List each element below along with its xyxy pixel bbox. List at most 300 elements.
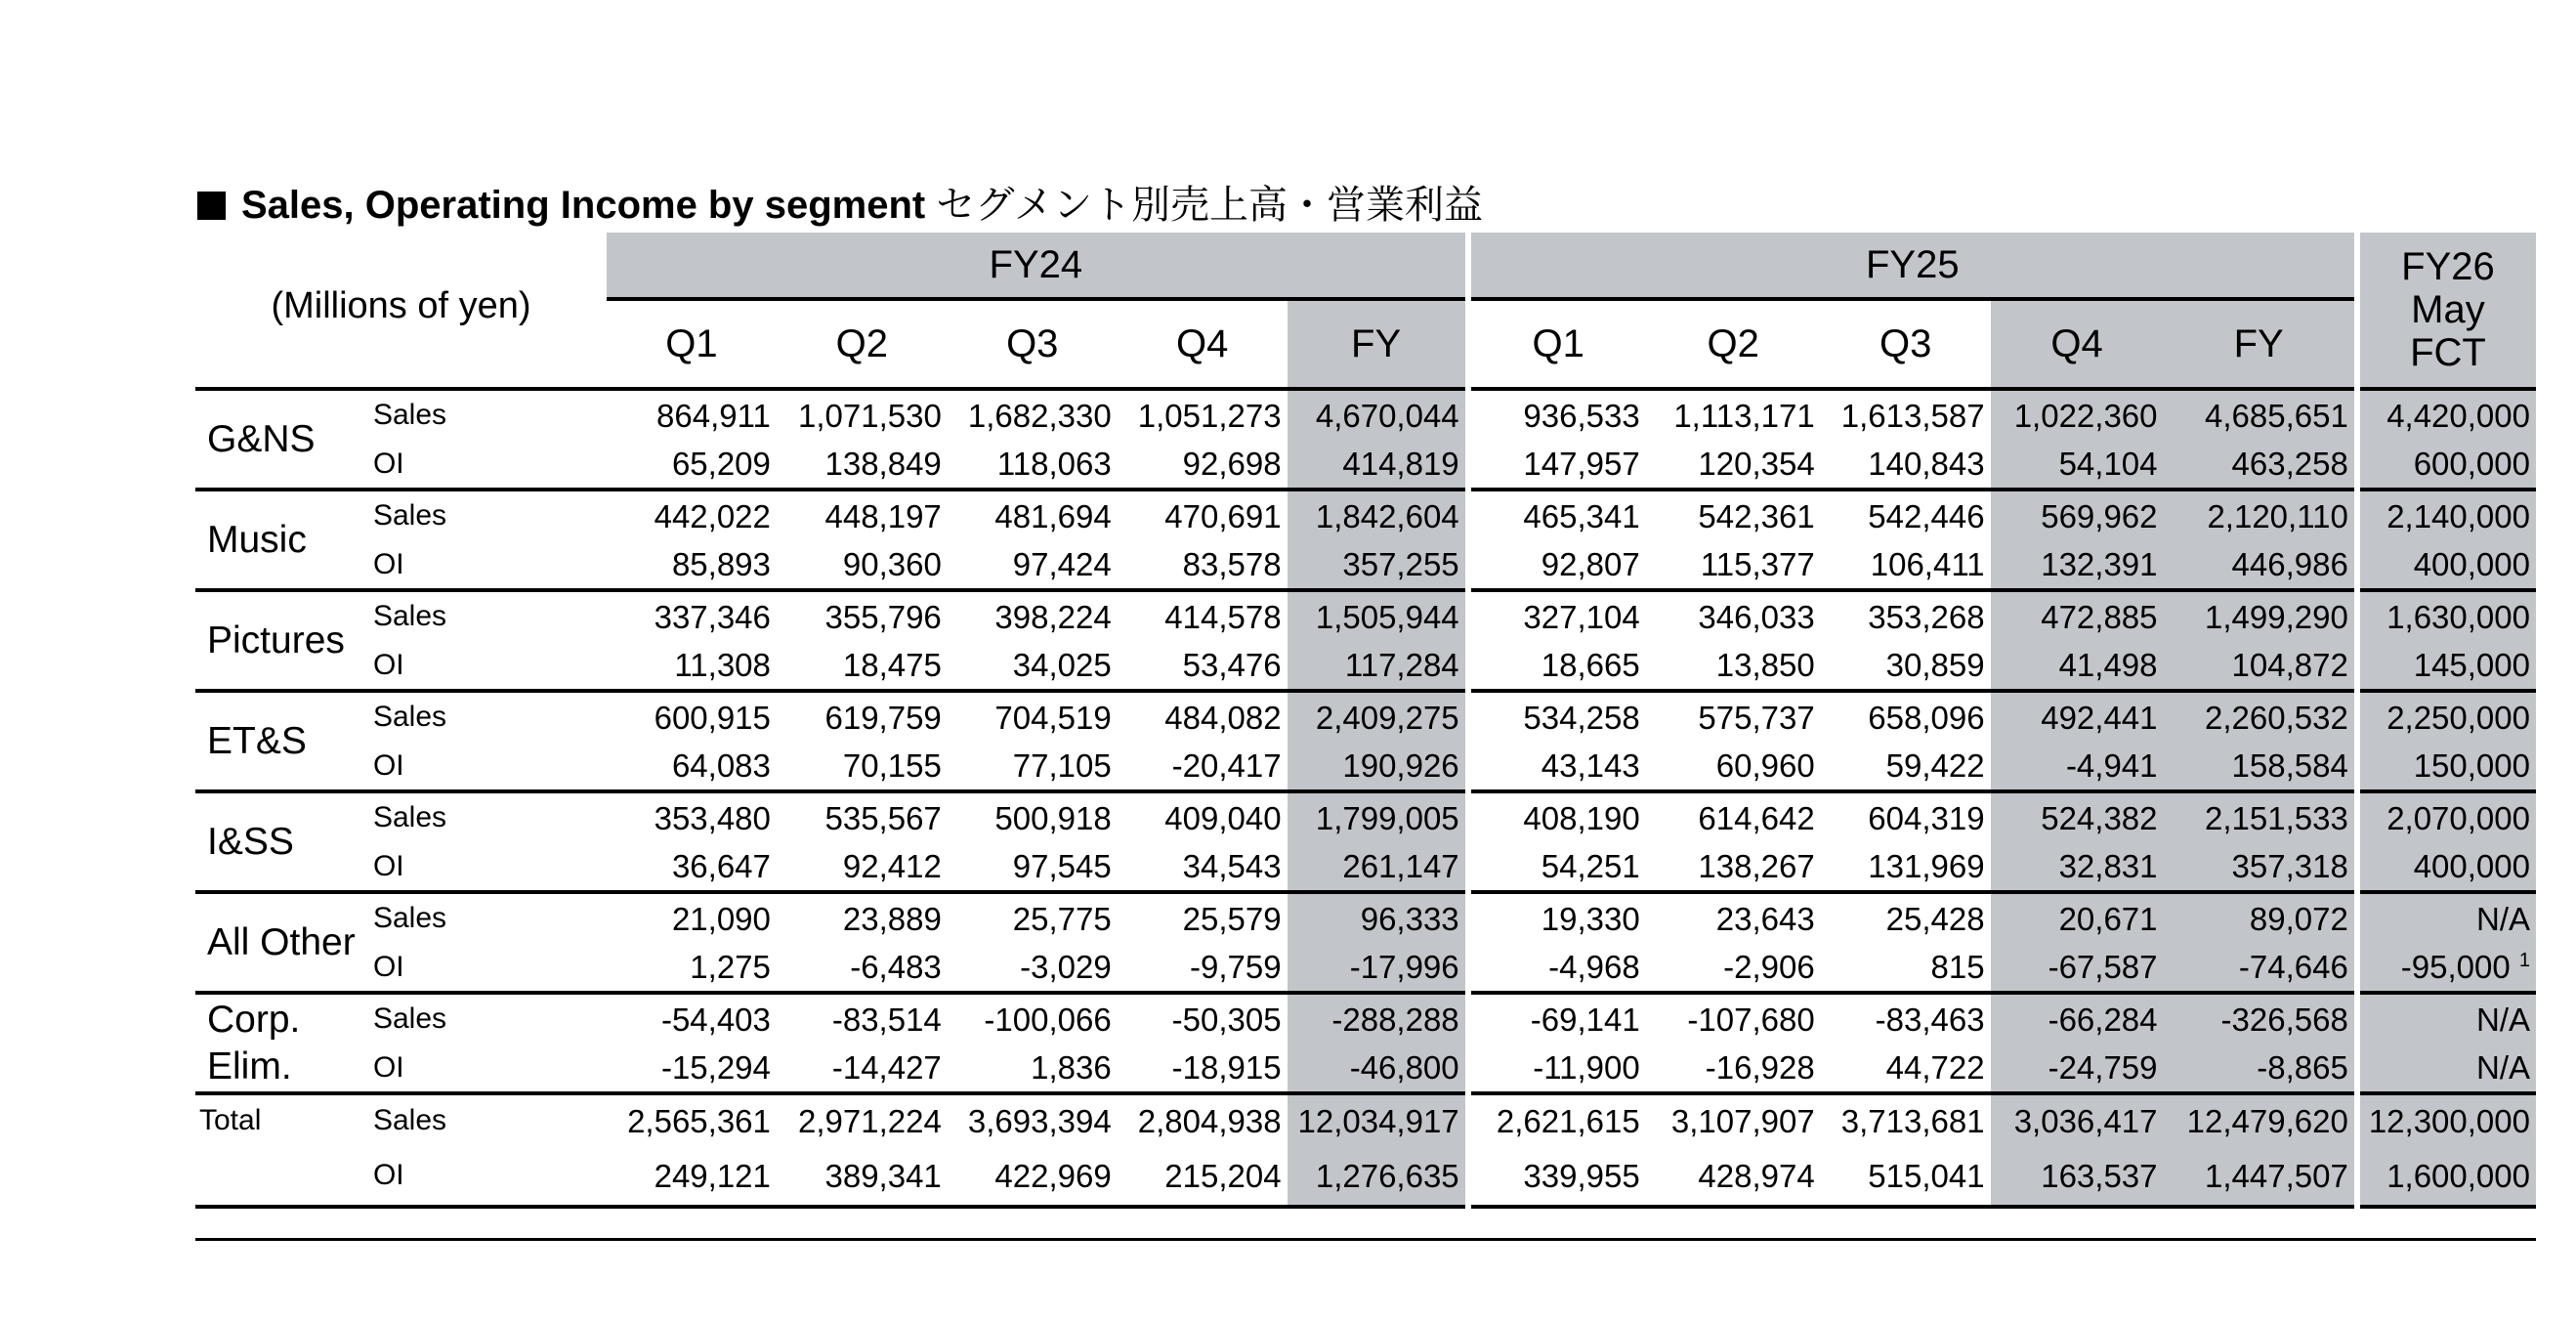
value: 54,104 [2058,446,2158,482]
value: 414,578 [1164,598,1282,635]
metric-sales: Sales [369,993,607,1044]
cell-sales-fy25-q4 [1991,691,2164,742]
col-header-fy24-q3: Q3 [1006,322,1059,365]
cell-sales-fy24-q2 [777,1093,948,1146]
segment-name-line: Pictures [207,618,345,661]
value: 249,121 [654,1157,771,1194]
page-title [197,174,1483,230]
cell-sales-fy25-q1 [1471,490,1646,540]
cell-sales-fy24-q2 [777,691,948,742]
cell-sales-fy24-fy [1288,490,1465,540]
cell-oi-fy24-q4 [1118,742,1288,791]
cell-sales-fy25-q2 [1646,389,1821,440]
value: 3,693,394 [967,1102,1112,1139]
cell-oi-fy24-fy [1288,641,1465,691]
cell-sales-fy26-fct [2360,791,2536,842]
value: 97,545 [1012,848,1112,884]
value: 355,796 [824,598,942,635]
value: 25,775 [1012,900,1112,937]
value: 2,151,533 [2205,799,2348,836]
value: 65,209 [671,446,771,482]
value: 481,694 [994,497,1112,534]
segment-name [195,791,369,892]
value: 1,276,635 [1315,1157,1459,1194]
value: 4,420,000 [2386,397,2530,434]
col-header-fy25-q2: Q2 [1707,322,1759,365]
cell-oi-fy24-q3 [948,943,1118,993]
segment-name [195,490,369,590]
value: 500,918 [994,799,1112,836]
value: 20,671 [2058,900,2158,937]
value: -8,865 [2257,1049,2348,1086]
value: -326,568 [2220,1001,2348,1038]
cell-oi-fy26-fct [2360,842,2536,892]
value: 1,275 [690,949,771,985]
segment-name [195,590,369,691]
cell-oi-fy24-fy [1288,742,1465,791]
value: 346,033 [1698,598,1815,635]
value: 1,836 [1031,1049,1112,1086]
cell-oi-fy24-q3 [948,742,1118,791]
cell-oi-fy24-q3 [948,842,1118,892]
cell-sales-fy25-q2 [1646,791,1821,842]
cell-sales-fy25-q3 [1821,993,1991,1044]
value: 96,333 [1360,900,1459,937]
value: 658,096 [1868,699,1985,736]
segment-name [195,691,369,791]
cell-sales-fy25-q1 [1471,389,1646,440]
cell-oi-fy25-q3 [1821,842,1991,892]
cell-sales-fy25-fy [2164,993,2354,1044]
value: 34,025 [1012,647,1112,683]
cell-oi-fy24-q2 [777,742,948,791]
metric-sales: Sales [369,490,607,540]
table-row [195,641,2536,691]
value: 569,962 [2041,497,2158,534]
value: -67,587 [2048,949,2158,985]
value: 1,113,171 [1673,397,1815,434]
metric-oi: OI [372,950,404,983]
value: 131,969 [1868,848,1985,884]
value: 2,971,224 [797,1102,942,1139]
value: 1,842,604 [1315,497,1459,534]
value: -24,759 [2048,1049,2158,1086]
cell-oi-fy24-q2 [777,1044,948,1093]
value: N/A [2475,900,2530,937]
cell-oi-fy26-fct [2360,1044,2536,1093]
cell-oi-fy24-fy [1288,540,1465,590]
group-fy24: FY24 [607,233,1465,299]
metric-sales: Sales [369,691,607,742]
cell-oi-fy25-q4 [1991,742,2164,791]
value: 85,893 [671,546,771,582]
total-label: Total [195,1093,369,1146]
value: 12,034,917 [1297,1102,1459,1139]
cell-oi-fy25-q3 [1821,1044,1991,1093]
value: 864,911 [656,397,771,434]
value: 3,107,907 [1670,1102,1815,1139]
cell-sales-fy24-q3 [948,490,1118,540]
cell-sales-fy25-q3 [1821,892,1991,943]
cell-oi-fy25-q1 [1471,943,1646,993]
value: 44,722 [1885,1049,1985,1086]
cell-sales-fy26-fct [2360,1093,2536,1146]
cell-sales-fy24-q1 [607,389,777,440]
value: -2,906 [1723,949,1815,985]
value: 604,319 [1868,799,1985,836]
col-header-fy25-q3: Q3 [1879,322,1932,365]
cell-sales-fy25-q4 [1991,1093,2164,1146]
segment-name-line: Music [207,518,307,561]
value: 2,565,361 [627,1102,771,1139]
cell-oi-fy24-q1 [607,1146,777,1207]
cell-oi-fy24-fy [1288,1146,1465,1207]
table-row [195,389,2536,440]
cell-sales-fy25-q1 [1471,892,1646,943]
cell-oi-fy24-q2 [777,540,948,590]
cell-oi-fy25-q2 [1646,540,1821,590]
value: 92,698 [1182,446,1282,482]
cell-sales-fy24-q4 [1118,490,1288,540]
table-row [195,691,2536,742]
cell-sales-fy25-q3 [1821,389,1991,440]
value: 357,318 [2231,848,2348,884]
value: 2,409,275 [1315,699,1459,736]
cell-sales-fy24-q3 [948,993,1118,1044]
value: 4,670,044 [1315,397,1459,434]
value: -69,141 [1530,1001,1640,1038]
segment-name-line: ET&S [207,719,307,762]
cell-oi-fy25-q4 [1991,943,2164,993]
cell-sales-fy24-q2 [777,892,948,943]
header-row-groups [195,233,2536,299]
cell-oi-fy25-q4 [1991,641,2164,691]
col-header-fy24-q1: Q1 [665,322,718,365]
cell-sales-fy24-q1 [607,691,777,742]
cell-oi-fy25-q3 [1821,440,1991,490]
value: 2,250,000 [2386,699,2530,736]
col-header-fy24-fy: FY [1288,299,1465,389]
cell-sales-fy24-q2 [777,993,948,1044]
col-header-fy25-fy: FY [2164,299,2354,389]
cell-oi-fy25-q1 [1471,1146,1646,1207]
value: 132,391 [2041,546,2158,582]
value: 92,807 [1541,546,1640,582]
value: 339,955 [1523,1157,1640,1194]
cell-oi-fy25-q3 [1821,943,1991,993]
cell-sales-fy24-q4 [1118,590,1288,641]
cell-oi-fy24-q4 [1118,842,1288,892]
cell-oi-fy25-q2 [1646,1044,1821,1093]
cell-oi-fy25-q4 [1991,440,2164,490]
cell-sales-fy25-fy [2164,892,2354,943]
value: 4,685,651 [2205,397,2348,434]
cell-oi-fy24-q2 [777,842,948,892]
value: N/A [2475,1049,2530,1086]
cell-oi-fy25-q1 [1471,842,1646,892]
cell-oi-fy24-fy [1288,842,1465,892]
cell-sales-fy25-q3 [1821,791,1991,842]
value: 138,849 [824,446,942,482]
col-header-fy24-q2: Q2 [835,322,889,365]
cell-sales-fy25-q4 [1991,791,2164,842]
cell-sales-fy25-q2 [1646,892,1821,943]
segment-table [195,233,2536,1209]
value: 34,543 [1182,848,1282,884]
cell-sales-fy26-fct [2360,993,2536,1044]
value: 60,960 [1715,747,1815,784]
cell-oi-fy25-q4 [1991,842,2164,892]
footnote-marker: 1 [2518,950,2530,971]
table-row [195,440,2536,490]
value: 36,647 [671,848,771,884]
cell-sales-fy25-fy [2164,1093,2354,1146]
value: 408,190 [1523,799,1640,836]
cell-sales-fy25-q2 [1646,590,1821,641]
cell-oi-fy25-q1 [1471,440,1646,490]
segment-name [195,993,369,1093]
cell-sales-fy25-q1 [1471,791,1646,842]
cell-oi-fy24-fy [1288,943,1465,993]
value: 428,974 [1698,1157,1815,1194]
value: 1,071,530 [797,397,942,434]
value: 614,642 [1698,799,1815,836]
metric-sales: Sales [369,791,607,842]
cell-sales-fy24-q3 [948,389,1118,440]
group-fy25: FY25 [1471,233,2354,299]
value: 145,000 [2413,647,2530,683]
value: 90,360 [842,546,942,582]
value: 70,155 [842,747,942,784]
double-rule [195,1238,2536,1241]
cell-sales-fy25-q1 [1471,691,1646,742]
cell-oi-fy26-fct [2360,540,2536,590]
table-row [195,943,2536,993]
value: 2,621,615 [1496,1102,1640,1139]
cell-oi-fy25-q2 [1646,641,1821,691]
value: 337,346 [654,598,771,635]
fy26-line: May [2411,288,2485,331]
cell-oi-fy24-q4 [1118,641,1288,691]
value: 261,147 [1342,848,1459,884]
value: 92,412 [842,848,942,884]
cell-oi-fy24-q3 [948,1044,1118,1093]
value: -50,305 [1171,1001,1282,1038]
value: 357,255 [1342,546,1459,582]
value: 13,850 [1715,647,1815,683]
value: 30,859 [1885,647,1985,683]
cell-oi-fy24-q1 [607,742,777,791]
value: 18,475 [842,647,942,683]
value: 12,300,000 [2368,1102,2530,1139]
value: 1,630,000 [2386,598,2530,635]
cell-oi-fy24-q1 [607,440,777,490]
cell-sales-fy25-fy [2164,490,2354,540]
value: N/A [2475,1001,2530,1038]
fy26-line: FY26 [2401,245,2495,288]
value: 25,428 [1885,900,1985,937]
metric-oi: OI [372,1050,404,1084]
value: 89,072 [2249,900,2348,937]
cell-oi-fy24-q1 [607,943,777,993]
value: 215,204 [1164,1157,1282,1194]
cell-oi-fy25-fy [2164,1044,2354,1093]
value: 704,519 [994,699,1112,736]
value: -66,284 [2048,1001,2158,1038]
cell-sales-fy24-fy [1288,892,1465,943]
cell-sales-fy25-q3 [1821,590,1991,641]
cell-sales-fy25-q3 [1821,490,1991,540]
metric-oi: OI [369,1146,607,1207]
cell-sales-fy25-q1 [1471,1093,1646,1146]
cell-sales-fy24-q2 [777,490,948,540]
value: 524,382 [2041,799,2158,836]
cell-oi-fy24-q3 [948,641,1118,691]
cell-oi-fy24-q1 [607,1044,777,1093]
cell-oi-fy25-fy [2164,540,2354,590]
cell-oi-fy26-fct [2360,742,2536,791]
value: 83,578 [1182,546,1282,582]
cell-oi-fy26-fct [2360,641,2536,691]
value: -83,463 [1875,1001,1985,1038]
value: 32,831 [2058,848,2158,884]
value: 3,713,681 [1840,1102,1985,1139]
segment-name-line: G&NS [207,417,316,460]
cell-oi-fy25-q4 [1991,1044,2164,1093]
value: -83,514 [831,1001,942,1038]
value: 542,446 [1868,497,1985,534]
value: -14,427 [831,1049,942,1086]
value: 2,260,532 [2205,699,2348,736]
value: -54,403 [660,1001,771,1038]
value: -4,941 [2065,747,2158,784]
metric-oi: OI [372,648,404,681]
segment-name-line: Elim. [207,1045,292,1087]
value: 106,411 [1870,546,1985,582]
title-jp: セグメント別売上高・営業利益 [936,183,1483,228]
value: 19,330 [1541,900,1640,937]
value: 53,476 [1182,647,1282,683]
value: 115,377 [1700,546,1815,582]
cell-oi-fy26-fct [2360,440,2536,490]
value: -11,900 [1533,1049,1640,1086]
value: 163,537 [2041,1157,2158,1194]
total-blank [195,1146,369,1207]
segment-name [195,389,369,490]
cell-sales-fy24-q3 [948,691,1118,742]
value: 1,051,273 [1137,397,1282,434]
value: 1,447,507 [2205,1157,2348,1194]
title-en: Sales, Operating Income by segment [241,184,926,227]
segment-name-line: I&SS [207,820,294,863]
value: 1,600,000 [2386,1157,2530,1194]
value: 936,533 [1523,397,1640,434]
cell-sales-fy24-q1 [607,590,777,641]
value: 535,567 [824,799,942,836]
cell-sales-fy24-q3 [948,892,1118,943]
value: 1,613,587 [1840,397,1985,434]
cell-sales-fy25-fy [2164,590,2354,641]
cell-oi-fy26-fct [2360,943,2536,993]
value: -18,915 [1171,1049,1282,1086]
cell-sales-fy24-fy [1288,691,1465,742]
fy26-line: FCT [2410,331,2486,374]
cell-sales-fy26-fct [2360,892,2536,943]
value: 158,584 [2231,747,2348,784]
cell-sales-fy25-q4 [1991,490,2164,540]
value: 23,643 [1715,900,1815,937]
cell-oi-fy24-q3 [948,540,1118,590]
cell-sales-fy24-fy [1288,791,1465,842]
cell-oi-fy25-fy [2164,943,2354,993]
table-row [195,791,2536,842]
value: 18,665 [1541,647,1640,683]
value: 492,441 [2041,699,2158,736]
value: 2,140,000 [2386,497,2530,534]
value: -4,968 [1548,949,1640,985]
value: 400,000 [2413,546,2530,582]
cell-oi-fy25-q3 [1821,742,1991,791]
value: 600,915 [654,699,771,736]
cell-oi-fy24-q3 [948,1146,1118,1207]
cell-sales-fy24-fy [1288,993,1465,1044]
value: -74,646 [2238,949,2348,985]
value: 138,267 [1698,848,1815,884]
cell-oi-fy24-q2 [777,440,948,490]
value: 97,424 [1012,546,1112,582]
col-header-fy25-q4: Q4 [1991,299,2164,389]
value: 600,000 [2413,446,2530,482]
value: 442,022 [654,497,771,534]
cell-oi-fy25-q2 [1646,742,1821,791]
cell-sales-fy24-fy [1288,389,1465,440]
gap [2354,299,2360,389]
cell-sales-fy24-q1 [607,490,777,540]
value: 12,479,620 [2186,1102,2348,1139]
value: 815 [1930,949,1985,985]
cell-sales-fy26-fct [2360,490,2536,540]
cell-oi-fy24-q1 [607,641,777,691]
value: 117,284 [1344,647,1459,683]
value: 43,143 [1541,747,1640,784]
total-row [195,1093,2536,1146]
cell-oi-fy24-q2 [777,641,948,691]
value: -95,000 [2400,949,2511,985]
segment-name-line: Corp. [207,998,301,1041]
value: 472,885 [2041,598,2158,635]
value: 327,104 [1523,598,1640,635]
cell-oi-fy25-fy [2164,641,2354,691]
segment-name [195,892,369,993]
cell-oi-fy24-q2 [777,1146,948,1207]
cell-oi-fy24-q1 [607,842,777,892]
cell-oi-fy24-q4 [1118,943,1288,993]
value: -20,417 [1171,747,1282,784]
value: 1,499,290 [2205,598,2348,635]
cell-sales-fy25-q3 [1821,691,1991,742]
cell-sales-fy24-q2 [777,590,948,641]
value: 2,804,938 [1137,1102,1282,1139]
value: 422,969 [994,1157,1112,1194]
value: 389,341 [824,1157,942,1194]
cell-oi-fy25-fy [2164,440,2354,490]
cell-sales-fy24-q2 [777,389,948,440]
value: 534,258 [1523,699,1640,736]
col-header-fy24-q4: Q4 [1175,322,1229,365]
cell-oi-fy24-q4 [1118,1044,1288,1093]
cell-sales-fy24-q4 [1118,691,1288,742]
cell-oi-fy24-q3 [948,440,1118,490]
